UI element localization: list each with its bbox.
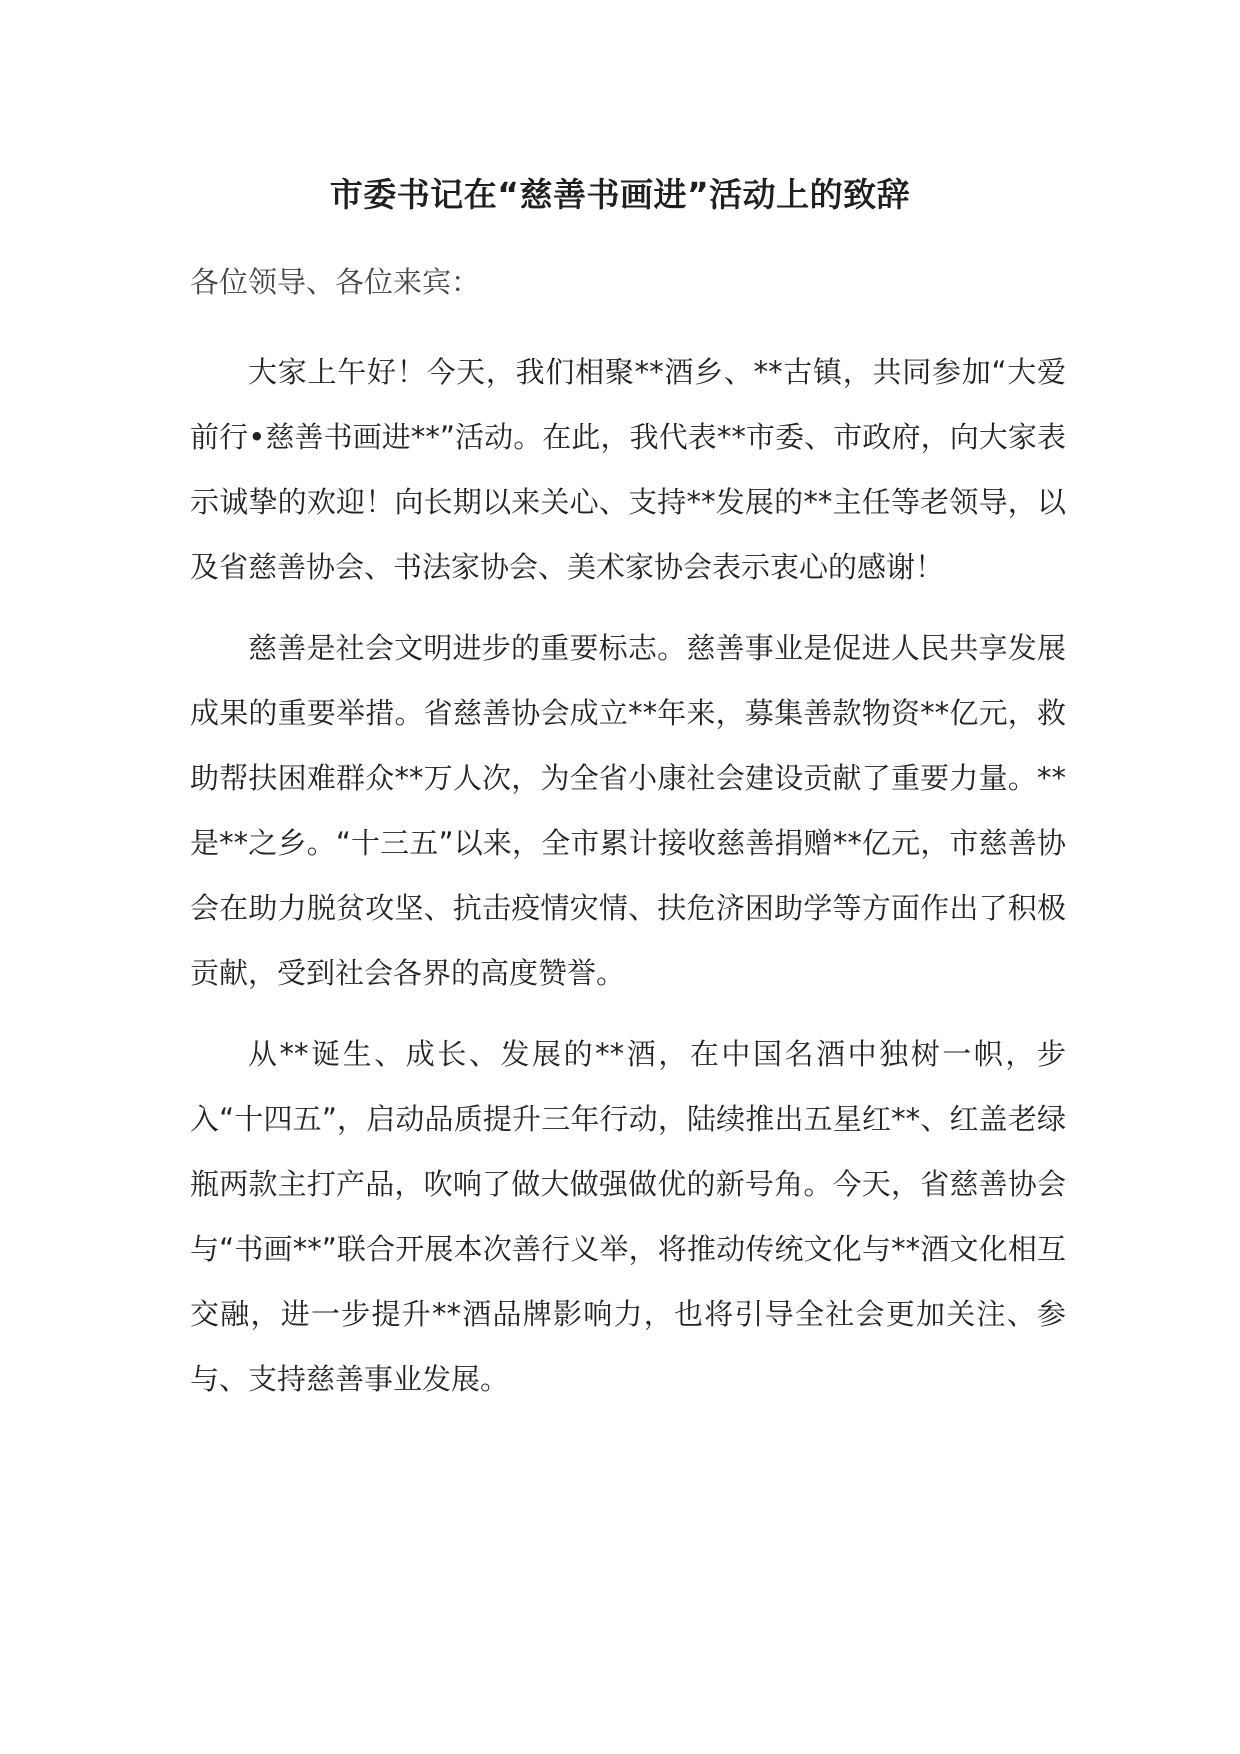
document-title: 市委书记在“慈善书画进”活动上的致辞 [329, 175, 911, 214]
paragraph-2: 慈善是社会文明进步的重要标志。慈善事业是促进人民共享发展成果的重要举措。省慈善协会成立**年来，募集善款物资**亿元，救助帮扶困难群众**万人次，为全省小康社会建设贡献了重要力量。**是**之乡。“十三五”以来，全市累计接收慈善捐赠**亿元，市慈善协会在助力脱贫攻坚、抗击疫情灾情、扶危济困助学等方面作出了积极贡献，受到社会各界的高度赞誉。 [190, 631, 1066, 990]
paragraph-1: 大家上午好！今天，我们相聚**酒乡、**古镇，共同参加“大爱前行•慈善书画进**”活动。在此，我代表**市委、市政府，向大家表示诚挚的欢迎！向长期以来关心、支持**发展的**主任等老领导，以及省慈善协会、书法家协会、美术家协会表示衷心的感谢！ [190, 355, 1066, 584]
salutation: 各位领导、各位来宾： [190, 265, 481, 299]
paragraph-3: 从**诞生、成长、发展的**酒，在中国名酒中独树一帜，步入“十四五”，启动品质提升三年行动，陆续推出五星红**、红盖老绿瓶两款主打产品，吹响了做大做强做优的新号角。今天，省慈善协会与“书画**”联合开展本次善行义举，将推动传统文化与**酒文化相互交融，进一步提升**酒品牌影响力，也将引导全社会更加关注、参与、支持慈善事业发展。 [190, 1037, 1066, 1396]
document-body [190, 260, 1066, 1428]
